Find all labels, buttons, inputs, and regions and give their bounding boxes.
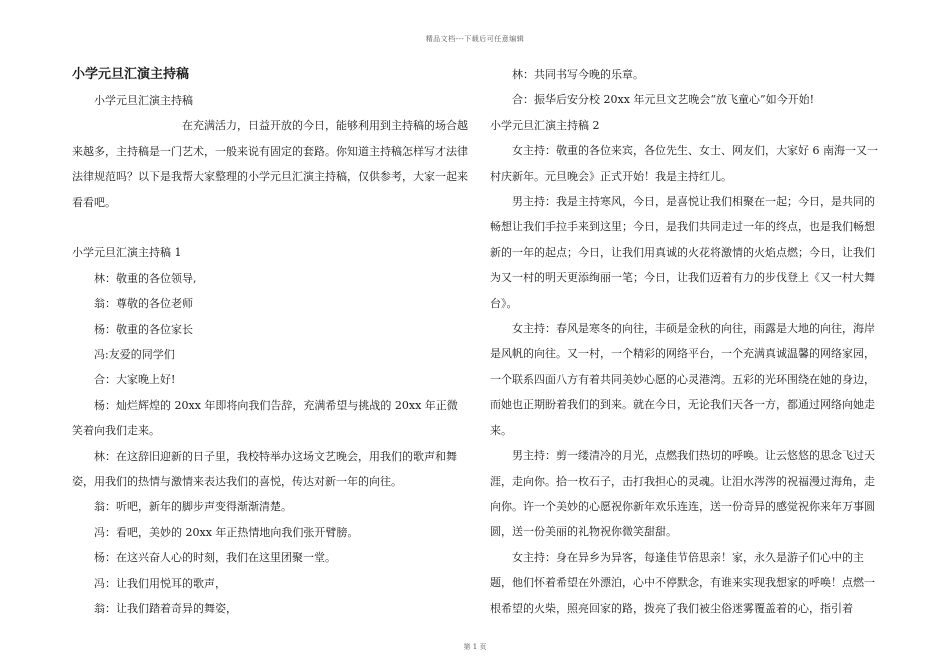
paragraph: 女主持：身在异乡为异客，每逢佳节倍思亲！家，永久是游子们心中的主题，他们怀着希望在外漂泊，心中不停默念，有谁来实现我想家的呼唤！点燃一根希望的火柴，照亮回家的路，拨亮了我们被尘俗迷雾覆盖着的心，指引着 (490, 550, 875, 615)
paragraph: 杨：敬重的各位家长 (94, 322, 193, 336)
page-footer: 第 1 页 (463, 643, 487, 651)
paragraph: 杨：在这兴奋人心的时刻，我们在这里团聚一堂。 (94, 551, 336, 565)
section-heading-2: 小学元旦汇演主持稿 2 (490, 118, 600, 132)
page-header: 精品文档---下载后可任意编辑 (425, 35, 525, 43)
paragraph: 翁：尊敬的各位老师 (94, 297, 193, 311)
left-column (72, 62, 468, 622)
document-title: 小学元旦汇演主持稿 (72, 67, 190, 82)
paragraph: 翁：听吧，新年的脚步声变得渐渐清楚。 (94, 500, 292, 514)
blank-line (72, 215, 468, 240)
paragraph: 女主持：敬重的各位来宾，各位先生、女士、网友们，大家好 6 南海一又一村庆新年。元旦晚会》正式开始！我是主持红儿。 (490, 144, 878, 183)
intro-paragraph: 在充满活力，日益开放的今日，能够利用到主持稿的场合越来越多，主持稿是一门艺术，一般来说有固定的套路。你知道主持稿怎样写才法律法律规范吗？以下是我帮大家整理的小学元旦汇演主持稿，仅供参考，大家一起来看看吧。 (72, 119, 468, 209)
paragraph: 合：振华后安分校 20xx 年元旦文艺晚会“放飞童心”如今开始! (512, 93, 815, 107)
right-column (490, 62, 880, 621)
paragraph: 林：在这辞旧迎新的日子里，我校特举办这场文艺晚会，用我们的歌声和舞姿，用我们的热情与激情来表达我们的喜悦，传达对新一年的向往。 (72, 449, 457, 489)
paragraph: 冯：让我们用悦耳的歌声， (94, 576, 226, 590)
paragraph: 翁：让我们踏着奇异的舞姿， (94, 602, 237, 616)
subtitle: 小学元旦汇演主持稿 (94, 94, 193, 107)
paragraph: 冯：看吧，美妙的 20xx 年正热情地向我们张开臂膀。 (94, 525, 359, 539)
paragraph: 杨：灿烂辉煌的 20xx 年即将向我们告辞，充满希望与挑战的 20xx 年正微笑着向我们走来。 (72, 398, 458, 438)
paragraph: 林：敬重的各位领导, (94, 271, 197, 285)
paragraph: 男主持：剪一缕清冷的月光，点燃我们热切的呼唤。让云悠悠的思念飞过天涯，走向你。拾一枚石子，击打我担心的灵魂。让泪水涔涔的祝福漫过海角，走向你。许一个美妙的心愿祝你新年欢乐连连，送一份奇异的感觉祝你来年万事圆圆，送一份美丽的礼物祝你微笑甜甜。 (490, 449, 875, 539)
paragraph: 男主持：我是主持寒风，今日，是喜悦让我们相聚在一起；今日，是共同的畅想让我们手拉手来到这里；今日，是我们共同走过一年的终点，也是我们畅想新的一年的起点；今日，让我们用真诚的火花将激情的火焰点燃；今日，让我们为又一村的明天更添绚丽一笔；今日，让我们迈着有力的步伐登上《又一村大舞台》。 (490, 195, 875, 310)
section-heading-1: 小学元旦汇演主持稿 1 (72, 246, 182, 260)
paragraph: 合：大家晚上好! (94, 373, 176, 387)
paragraph: 女主持：春风是寒冬的向往，丰硕是金秋的向往，雨露是大地的向往，海岸是风帆的向往。又一村，一个精彩的网络平台，一个充满真诚温馨的网络家园，一个联系四面八方有着共同美妙心愿的心灵港湾。五彩的光环围绕在她的身边，而她也正期盼着我们的到来。就在今日，无论我们天各一方，都通过网络向她走来。 (490, 322, 875, 437)
paragraph: 林：共同书写今晚的乐章。 (512, 68, 644, 81)
paragraph: 冯:友爱的同学们 (94, 348, 175, 362)
